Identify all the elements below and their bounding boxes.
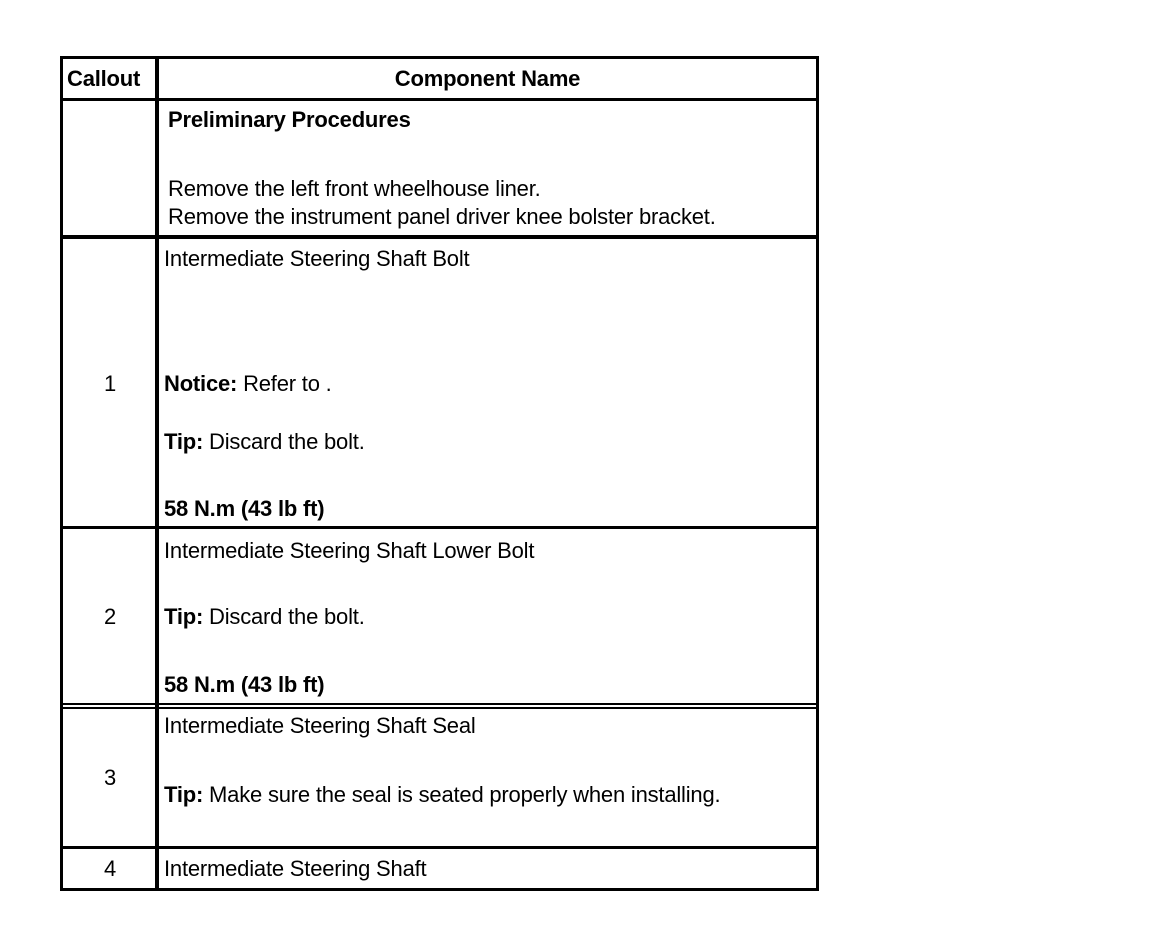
preliminary-step-1: Remove the left front wheelhouse liner.: [168, 176, 541, 201]
tip-label: Tip:: [164, 782, 204, 807]
row-4-name: Intermediate Steering Shaft: [164, 856, 427, 881]
row-1-tip: [164, 429, 365, 455]
callout-3: 3: [103, 765, 117, 790]
header-component-name: Component Name: [394, 66, 581, 91]
row-divider-header: [60, 98, 819, 101]
callout-1: 1: [103, 371, 117, 396]
header-callout: Callout: [67, 66, 141, 91]
row-divider-1: [60, 526, 819, 529]
row-3-name: Intermediate Steering Shaft Seal: [164, 713, 476, 738]
notice-text: Refer to .: [237, 371, 332, 396]
tip-label: Tip:: [164, 604, 204, 629]
row-3-tip: [164, 782, 720, 808]
tip-label: Tip:: [164, 429, 204, 454]
row-2-tip: [164, 604, 365, 630]
preliminary-title: Preliminary Procedures: [168, 107, 411, 132]
row-1-torque: 58 N.m (43 lb ft): [164, 496, 325, 521]
row-divider-2b: [60, 707, 819, 709]
table-border-bottom: [60, 888, 819, 891]
tip-text: Discard the bolt.: [203, 429, 365, 454]
table-border-top: [60, 56, 819, 59]
tip-text: Discard the bolt.: [203, 604, 365, 629]
table-border-right: [816, 56, 819, 891]
row-1-name: Intermediate Steering Shaft Bolt: [164, 246, 470, 271]
preliminary-step-2: Remove the instrument panel driver knee bolster bracket.: [168, 204, 716, 229]
notice-label: Notice:: [164, 371, 238, 396]
tip-text: Make sure the seal is seated properly when installing.: [203, 782, 721, 807]
row-2-torque: 58 N.m (43 lb ft): [164, 672, 325, 697]
row-divider-2a: [60, 703, 819, 705]
callout-2: 2: [103, 604, 117, 629]
row-1-notice: [164, 371, 332, 397]
row-divider-preliminary: [60, 235, 819, 239]
callout-4: 4: [103, 856, 117, 881]
row-2-name: Intermediate Steering Shaft Lower Bolt: [164, 538, 535, 563]
row-divider-3: [60, 846, 819, 849]
